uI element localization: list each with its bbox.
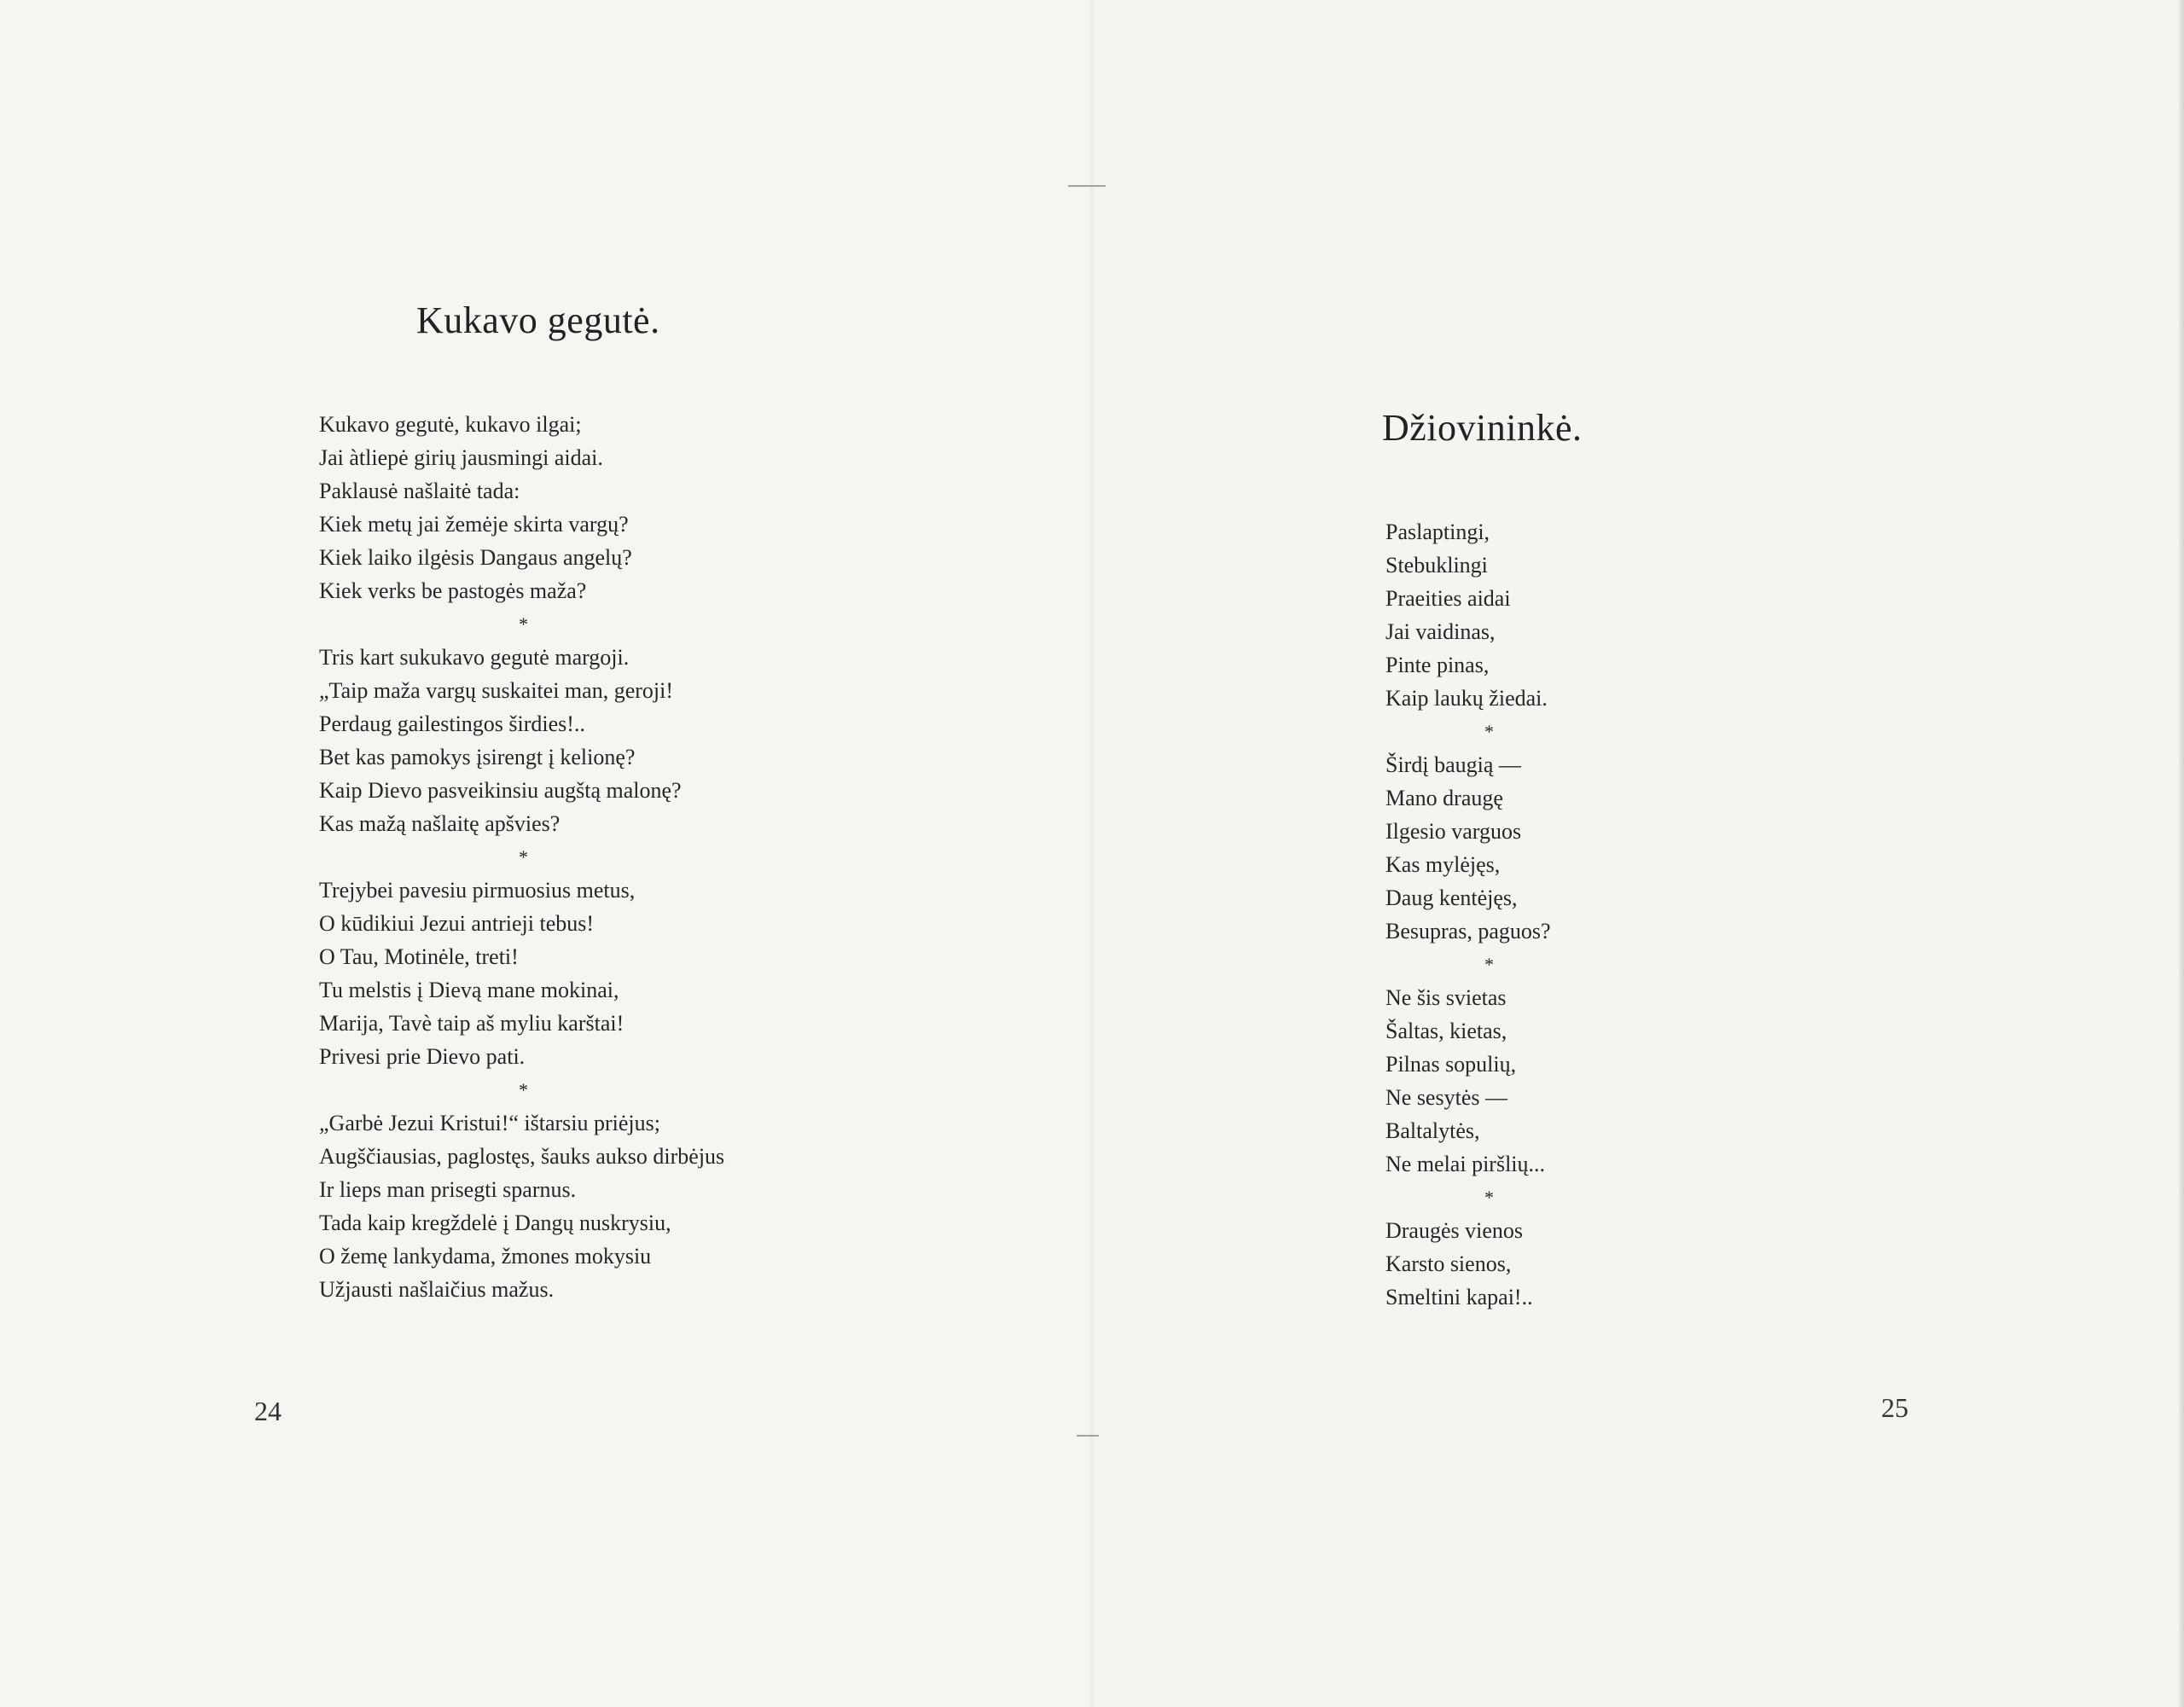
right-poem bbox=[1385, 515, 1551, 1314]
poem-line: Stebuklingi bbox=[1385, 553, 1488, 578]
poem-line: „Taip maža vargų suskaitei man, geroji! bbox=[319, 678, 673, 703]
poem-line: Karsto sienos, bbox=[1385, 1251, 1512, 1276]
poem-line: Kiek metų jai žemėje skirta vargų? bbox=[319, 512, 629, 537]
stanza-separator: * bbox=[519, 846, 528, 868]
poem-line: O Tau, Motinėle, treti! bbox=[319, 944, 519, 969]
left-page-number: 24 bbox=[254, 1396, 282, 1426]
stanza-separator: * bbox=[519, 613, 528, 635]
stanza-separator: * bbox=[1484, 954, 1494, 975]
poem-line: Smeltini kapai!.. bbox=[1385, 1285, 1533, 1309]
poem-line: Praeities aidai bbox=[1385, 586, 1511, 611]
poem-line: Ilgesio varguos bbox=[1385, 819, 1522, 844]
right-page bbox=[1092, 0, 2184, 1707]
right-page-number: 25 bbox=[1881, 1392, 1908, 1423]
left-poem bbox=[319, 408, 724, 1306]
poem-line: Paslaptingi, bbox=[1385, 520, 1490, 544]
poem-line: Pilnas sopulių, bbox=[1385, 1052, 1517, 1077]
poem-line: Tada kaip kregždelė į Dangų nuskrysiu, bbox=[319, 1211, 671, 1235]
poem-line: Marija, Tavè taip aš myliu karštai! bbox=[319, 1011, 624, 1036]
poem-line: Perdaug gailestingos širdies!.. bbox=[319, 711, 585, 736]
poem-line: Augščiausias, paglostęs, šauks aukso dirbėjus bbox=[319, 1144, 725, 1169]
poem-line: Ne šis svietas bbox=[1385, 985, 1507, 1010]
poem-line: Ne melai piršlių... bbox=[1385, 1152, 1546, 1176]
stanza-separator: * bbox=[519, 1079, 528, 1100]
poem-line: Bet kas pamokys įsirengt į kelionę? bbox=[319, 745, 636, 769]
poem-line: Užjausti našlaičius mažus. bbox=[319, 1277, 555, 1302]
poem-line: Besupras, paguos? bbox=[1385, 919, 1551, 943]
right-page-title: Džiovininkė. bbox=[1382, 407, 1583, 449]
fold-mark-bottom bbox=[1077, 1435, 1099, 1437]
poem-line: Kiek verks be pastogės maža? bbox=[319, 578, 587, 603]
poem-line: O žemę lankydama, žmones mokysiu bbox=[319, 1244, 652, 1269]
poem-line: Kukavo gegutė, kukavo ilgai; bbox=[319, 412, 582, 437]
poem-line: Draugės vienos bbox=[1385, 1218, 1524, 1243]
poem-line: Tris kart sukukavo gegutė margoji. bbox=[319, 645, 630, 670]
right-edge bbox=[2179, 0, 2184, 1707]
poem-line: Ir lieps man prisegti sparnus. bbox=[319, 1177, 577, 1202]
poem-line: Jai vaidinas, bbox=[1385, 619, 1496, 644]
poem-line: Kas mylėjęs, bbox=[1385, 852, 1501, 877]
poem-line: Tu melstis į Dievą mane mokinai, bbox=[319, 978, 619, 1002]
poem-line: Ne sesytės — bbox=[1385, 1085, 1507, 1110]
poem-line: Baltalytės, bbox=[1385, 1118, 1480, 1143]
stanza-separator: * bbox=[1484, 721, 1494, 742]
left-page-title: Kukavo gegutė. bbox=[416, 299, 660, 341]
poem-line: Privesi prie Dievo pati. bbox=[319, 1044, 526, 1069]
poem-line: Kaip laukų žiedai. bbox=[1385, 686, 1548, 711]
page-fold bbox=[1089, 0, 1095, 1707]
poem-line: Daug kentėjęs, bbox=[1385, 885, 1518, 910]
poem-line: Kas mažą našlaitę apšvies? bbox=[319, 811, 561, 836]
poem-line: Mano draugę bbox=[1385, 786, 1503, 810]
fold-mark-top bbox=[1068, 185, 1106, 187]
poem-line: Širdį baugią — bbox=[1385, 752, 1521, 777]
poem-line: Trejybei pavesiu pirmuosius metus, bbox=[319, 878, 636, 903]
poem-line: Kaip Dievo pasveikinsiu augštą malonę? bbox=[319, 778, 682, 803]
poem-line: Kiek laiko ilgėsis Dangaus angelų? bbox=[319, 545, 632, 570]
poem-line: Paklausė našlaitė tada: bbox=[319, 479, 520, 503]
poem-line: Jai àtliepė girių jausmingi aidai. bbox=[319, 445, 603, 470]
stanza-separator: * bbox=[1484, 1187, 1494, 1208]
poem-line: Šaltas, kietas, bbox=[1385, 1019, 1507, 1043]
poem-line: Pinte pinas, bbox=[1385, 653, 1490, 677]
poem-line: O kūdikiui Jezui antrieji tebus! bbox=[319, 911, 595, 936]
poem-line: „Garbė Jezui Kristui!“ ištarsiu priėjus; bbox=[319, 1111, 660, 1135]
